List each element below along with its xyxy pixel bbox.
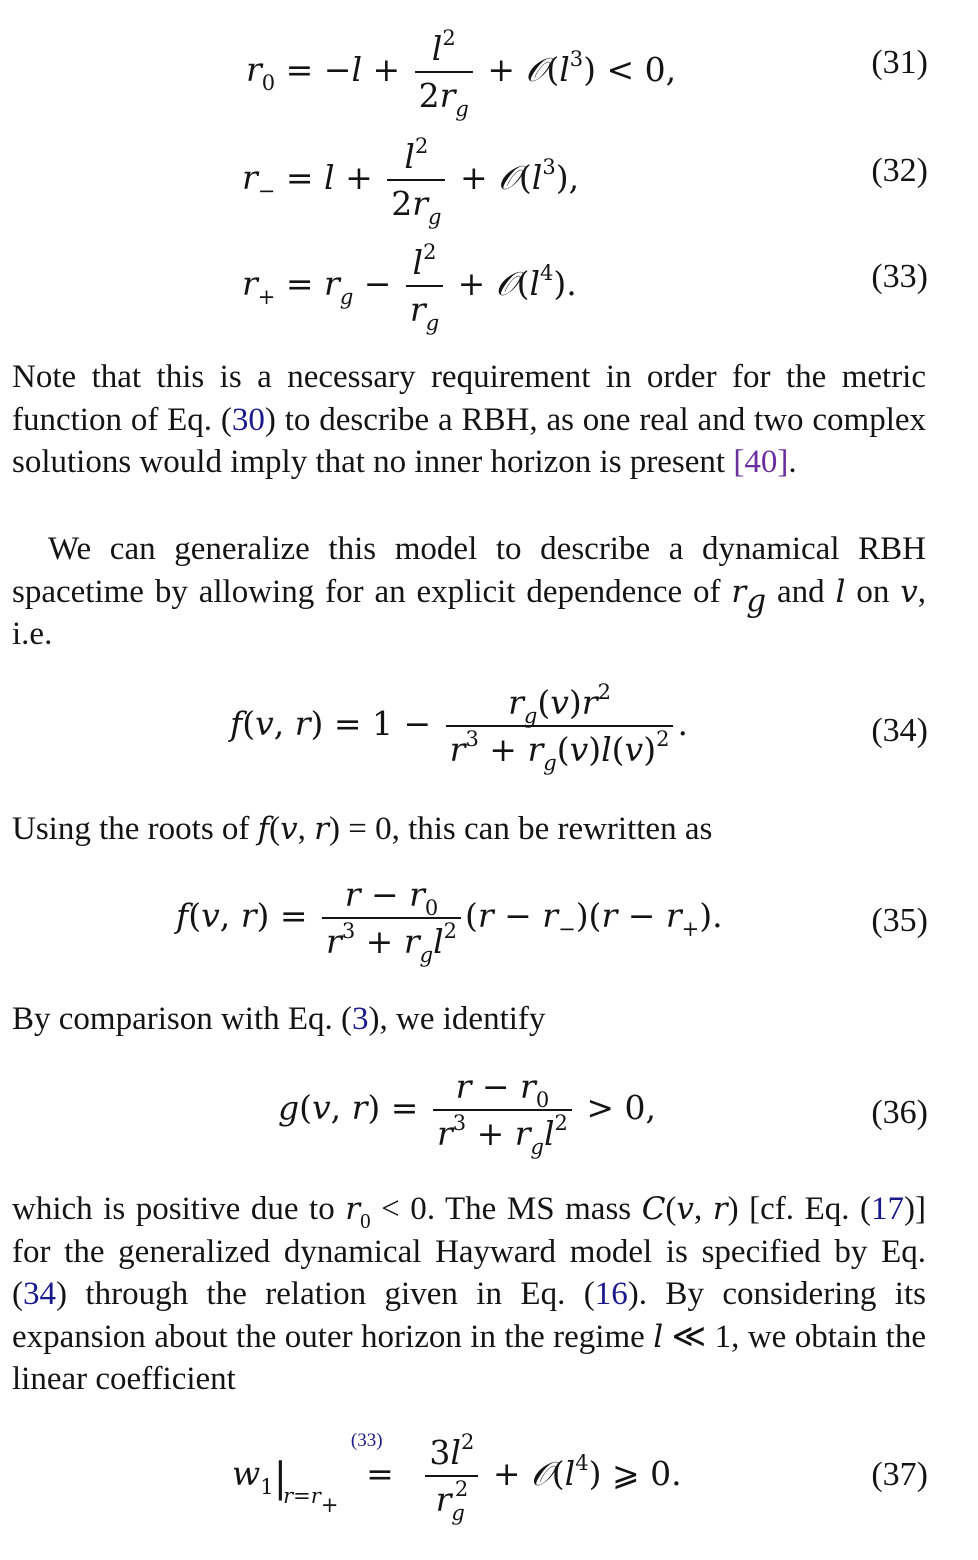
equation-36: g(v, r) = $\frac{r - r_0}{r^3 + r_gl^2}$ > 0, (36) bbox=[278, 1067, 928, 1159]
paragraph-text: )] for the generalized dynamical Hayward model is specified by Eq. ( bbox=[12, 1191, 927, 1312]
equation-35: f(v, r) = $\frac{r - r_0}{r^3 + r_gl^2}$ $(r - r_-)(r - r_+)$. (35) bbox=[176, 875, 928, 967]
equation-34: f(v, r) = 1 − $\frac{r_g(v)r^2}{r^3 + r_g(v)l(v)^2}$ . (34) bbox=[230, 680, 928, 775]
paragraph-text: [cf. Eq. ( bbox=[738, 1191, 872, 1227]
equation-ref-link[interactable]: 17 bbox=[871, 1191, 905, 1227]
equation-ref-link[interactable]: 16 bbox=[594, 1276, 628, 1312]
paragraph-text: Using the roots of bbox=[12, 811, 258, 847]
equation-32: $r_- = l$ + $\frac{l^2}{2r_g}$ + $𝒪(l^3)$, (32) bbox=[242, 134, 928, 229]
paragraph-2: We can generalize this model to describe a dynamical RBH spacetime by allowing for an explicit dependence of $r_g$ and l on v, i.e. bbox=[12, 531, 926, 652]
paragraph-text: . bbox=[788, 444, 797, 480]
paragraph-text: ) through the relation given in Eq. ( bbox=[56, 1276, 595, 1312]
equation-37: $w_1|_{r=r_+}$ (33) = $\frac{3l^2}{r_g^2}$ + $𝒪(l^4)$ ⩾ 0. (37) bbox=[232, 1430, 928, 1525]
equation-ref-link[interactable]: (33) bbox=[350, 1430, 383, 1451]
paragraph-text: on bbox=[845, 573, 901, 610]
equation-number: (32) bbox=[871, 152, 928, 189]
paragraph-5: which is positive due to $r_0 < 0$. The MS mass C(v, r) [cf. Eq. (17)] for the generalized dynamical Hayward model is specified by Eq. (34) through the relation given in Eq. (16). By considering its expansion about the outer horizon in the regime l ≪ 1, we obtain the linear coefficient bbox=[12, 1191, 927, 1397]
paragraph-text: ), we identify bbox=[368, 1001, 546, 1037]
paragraph-text: Note that this is a necessary requirement in order for the metric function of Eq. ( bbox=[12, 359, 926, 438]
equation-ref-link[interactable]: 34 bbox=[23, 1276, 56, 1312]
equation-number: (37) bbox=[871, 1456, 928, 1493]
equation-number: (31) bbox=[871, 44, 928, 81]
paragraph-text: , i.e. bbox=[12, 573, 926, 652]
equation-number: (35) bbox=[871, 902, 928, 939]
equation-31: $r_0 = -l$ + $\frac{l^2}{2r_g}$ + $𝒪(l^3) < 0$, (31) bbox=[246, 26, 928, 121]
citation-link[interactable]: [40] bbox=[733, 444, 789, 480]
paragraph-text: . The MS mass bbox=[426, 1191, 642, 1227]
paragraph-text: , this can be rewritten as bbox=[391, 811, 713, 847]
equation-number: (36) bbox=[871, 1094, 928, 1131]
paragraph-text: , we obtain the linear coefficient bbox=[12, 1318, 927, 1397]
equation-number: (34) bbox=[871, 712, 928, 749]
paragraph-text: ) to describe a RBH, as one real and two complex solutions would imply that no inner horizon is present bbox=[12, 401, 927, 480]
paragraph-text: and bbox=[766, 573, 836, 610]
paragraph-4 bbox=[12, 998, 926, 1041]
equation-33: $r_+ = r_g$ − $\frac{l^2}{r_g}$ + $𝒪(l^4)$. (33) bbox=[242, 240, 928, 335]
paragraph-1 bbox=[12, 356, 926, 484]
paragraph-text: We can generalize this model to describe a dynamical RBH spacetime by allowing for an explicit dependence of bbox=[12, 531, 926, 610]
paragraph-3: Using the roots of f(v, r) = 0, this can be rewritten as bbox=[12, 811, 713, 847]
equation-ref-link[interactable]: 30 bbox=[231, 401, 265, 438]
paragraph-text: which is positive due to bbox=[12, 1191, 346, 1227]
paragraph-text: ). By considering its expansion about the outer horizon in the regime bbox=[12, 1276, 926, 1355]
equation-ref-link[interactable]: 3 bbox=[352, 1001, 369, 1037]
paragraph-text: By comparison with Eq. ( bbox=[12, 1001, 353, 1037]
equation-number: (33) bbox=[871, 258, 928, 295]
